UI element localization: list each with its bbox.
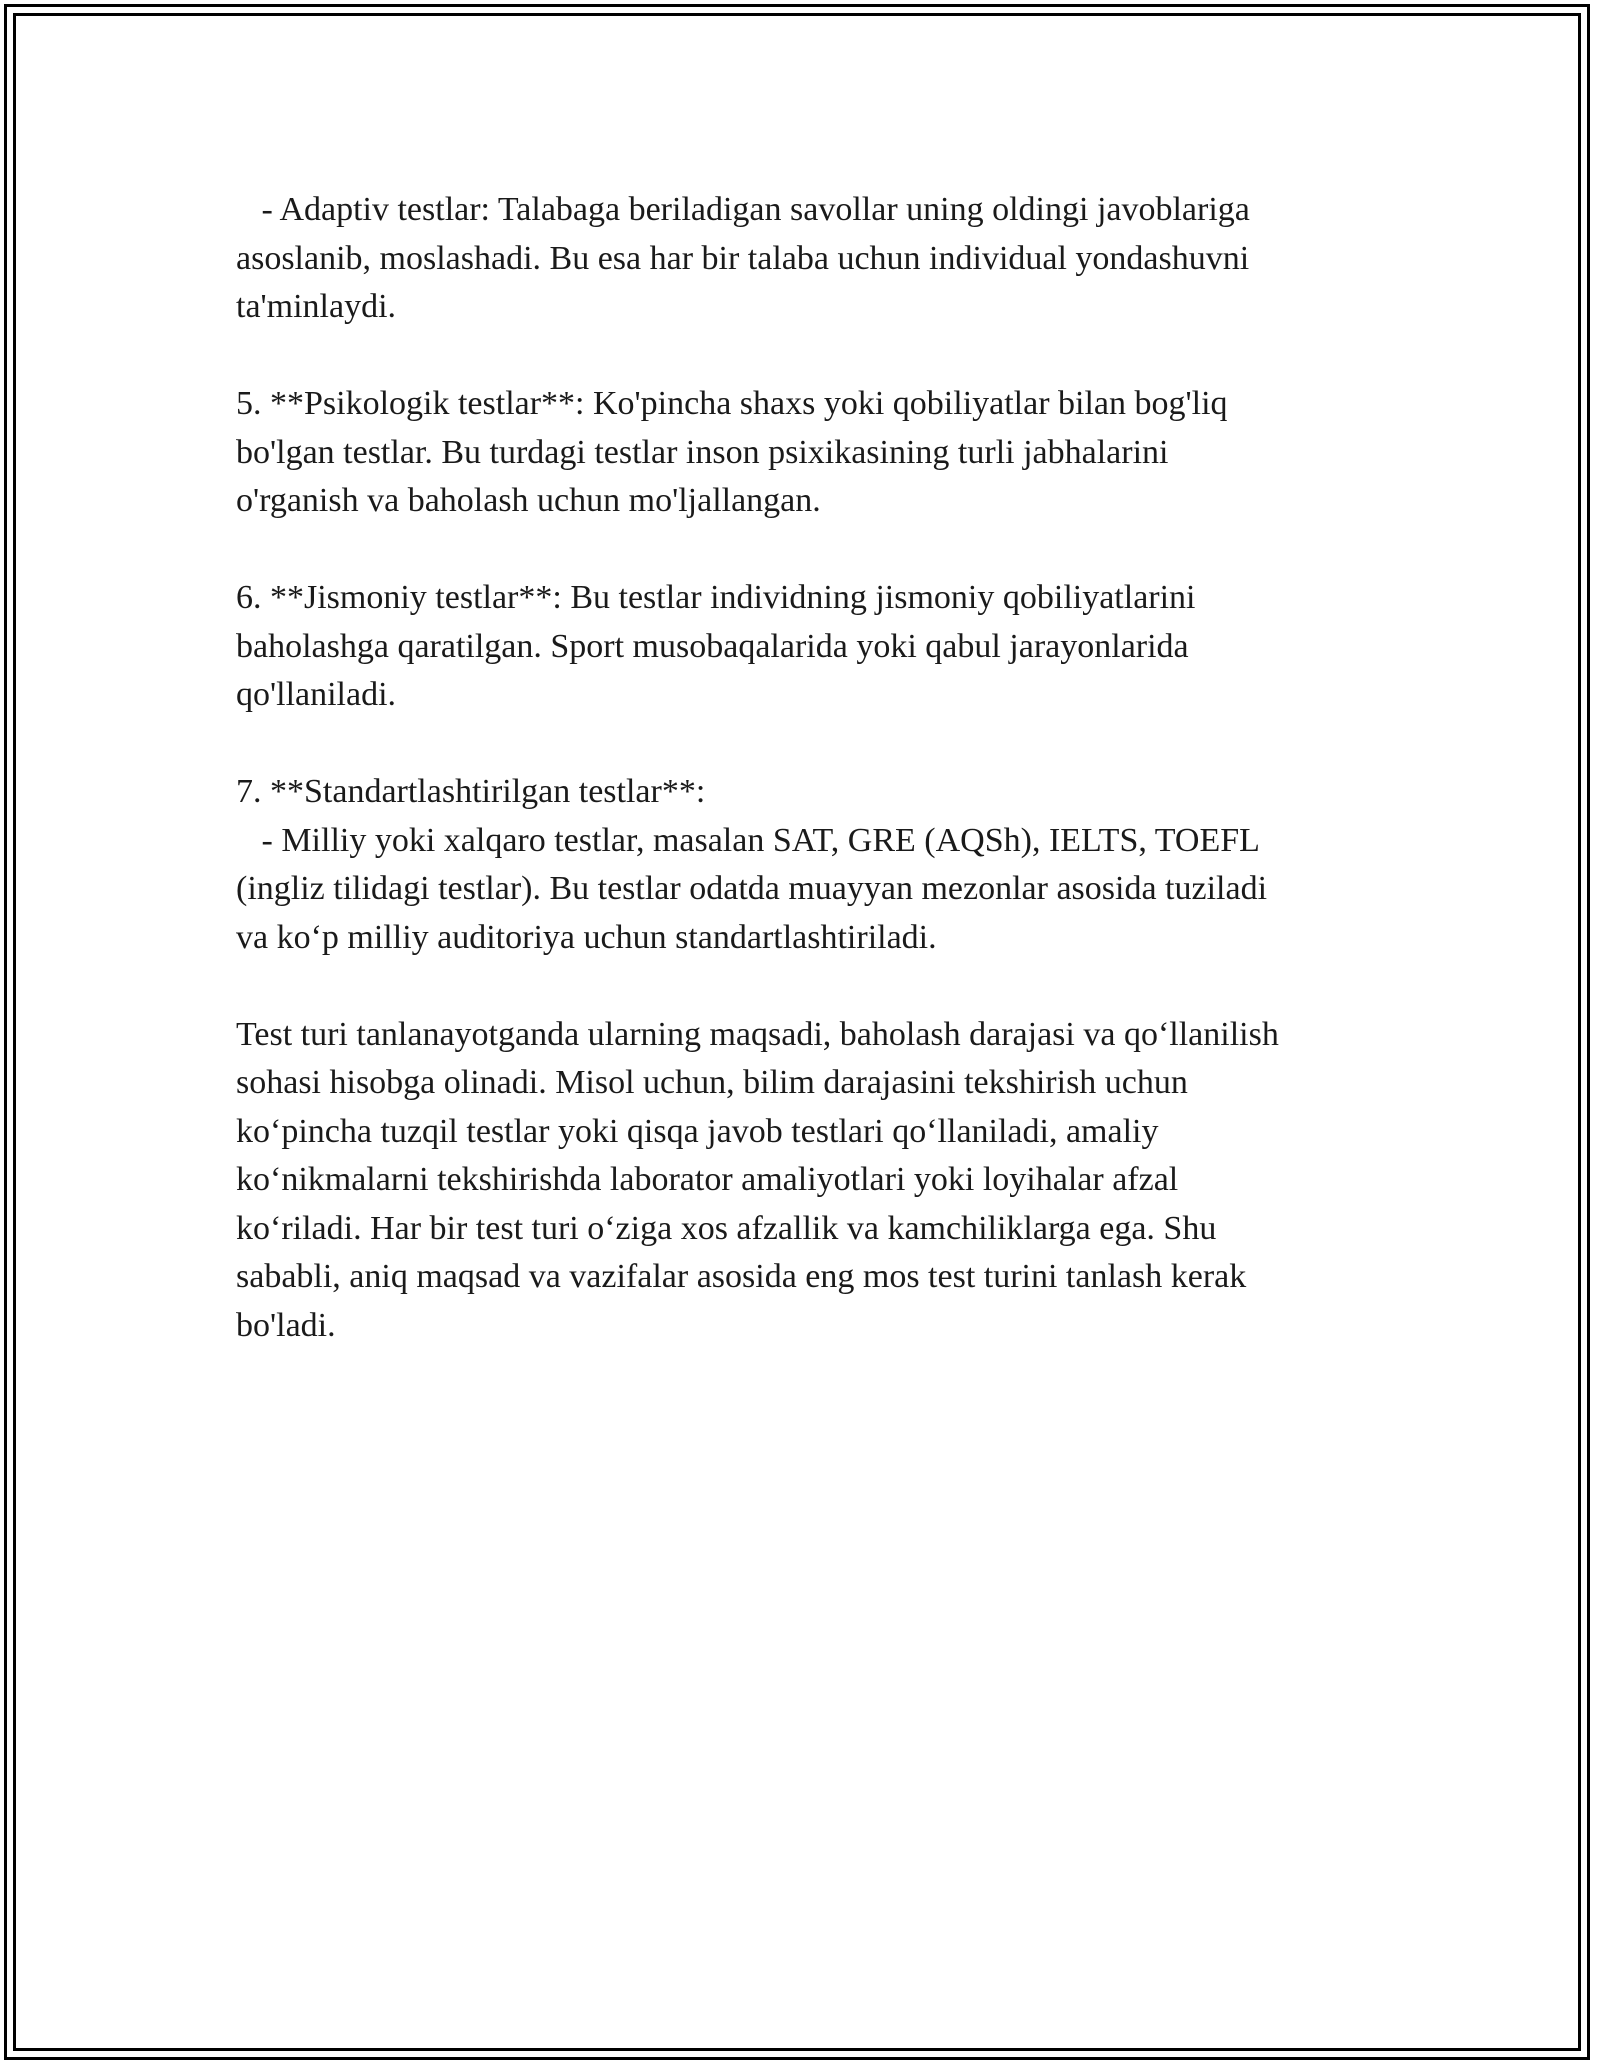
- text-line: ta'minlaydi.: [236, 288, 397, 325]
- text-line: 6. **Jismoniy testlar**: Bu testlar individning jismoniy qobiliyatlarini: [236, 579, 1196, 616]
- text-line: Test turi tanlanayotganda ularning maqsadi, baholash darajasi va qo‘llanilish: [236, 1015, 1279, 1053]
- text-line: - Milliy yoki xalqaro testlar, masalan SAT, GRE (AQSh), IELTS, TOEFL: [236, 821, 1260, 859]
- paragraph-gap: [236, 962, 1396, 1011]
- text-line: ko‘pincha tuzqil testlar yoki qisqa javob testlari qo‘llaniladi, amaliy: [236, 1112, 1159, 1150]
- text-line: sababli, aniq maqsad va vazifalar asosida eng mos test turini tanlash kerak: [236, 1258, 1247, 1295]
- document-body: [236, 186, 1396, 1350]
- text-line: (ingliz tilidagi testlar). Bu testlar odatda muayyan mezonlar asosida tuziladi: [236, 870, 1268, 907]
- text-line: va ko‘p milliy auditoriya uchun standartlashtiriladi.: [236, 918, 937, 956]
- paragraph-gap: [236, 526, 1396, 575]
- paragraph-physical-tests: [236, 574, 1396, 720]
- paragraph-adaptive-tests: [236, 186, 1396, 332]
- text-line: - Adaptiv testlar: Talabaga beriladigan savollar uning oldingi javoblariga: [236, 191, 1250, 228]
- text-line: bo'ladi.: [236, 1306, 336, 1344]
- text-line: baholashga qaratilgan. Sport musobaqalarida yoki qabul jarayonlarida: [236, 627, 1189, 665]
- text-line: sohasi hisobga olinadi. Misol uchun, bilim darajasini tekshirish uchun: [236, 1064, 1188, 1101]
- text-line: ko‘nikmalarni tekshirishda laborator amaliyotlari yoki loyihalar afzal: [236, 1161, 1179, 1198]
- paragraph-gap: [236, 332, 1396, 381]
- text-line: 5. **Psikologik testlar**: Ko'pincha shaxs yoki qobiliyatlar bilan bog'liq: [236, 385, 1228, 422]
- text-line: o'rganish va baholash uchun mo'ljallangan.: [236, 482, 821, 519]
- text-line: bo'lgan testlar. Bu turdagi testlar inson psixikasining turli jabhalarini: [236, 433, 1169, 471]
- text-line: ko‘riladi. Har bir test turi o‘ziga xos afzallik va kamchiliklarga ega. Shu: [236, 1209, 1217, 1247]
- paragraph-gap: [236, 720, 1396, 769]
- paragraph-standardized-tests: [236, 768, 1396, 962]
- paragraph-conclusion: [236, 1011, 1396, 1351]
- text-line: qo'llaniladi.: [236, 676, 397, 713]
- text-line: 7. **Standartlashtirilgan testlar**:: [236, 773, 706, 810]
- text-line: asoslanib, moslashadi. Bu esa har bir talaba uchun individual yondashuvni: [236, 239, 1250, 277]
- paragraph-psychological-tests: [236, 380, 1396, 526]
